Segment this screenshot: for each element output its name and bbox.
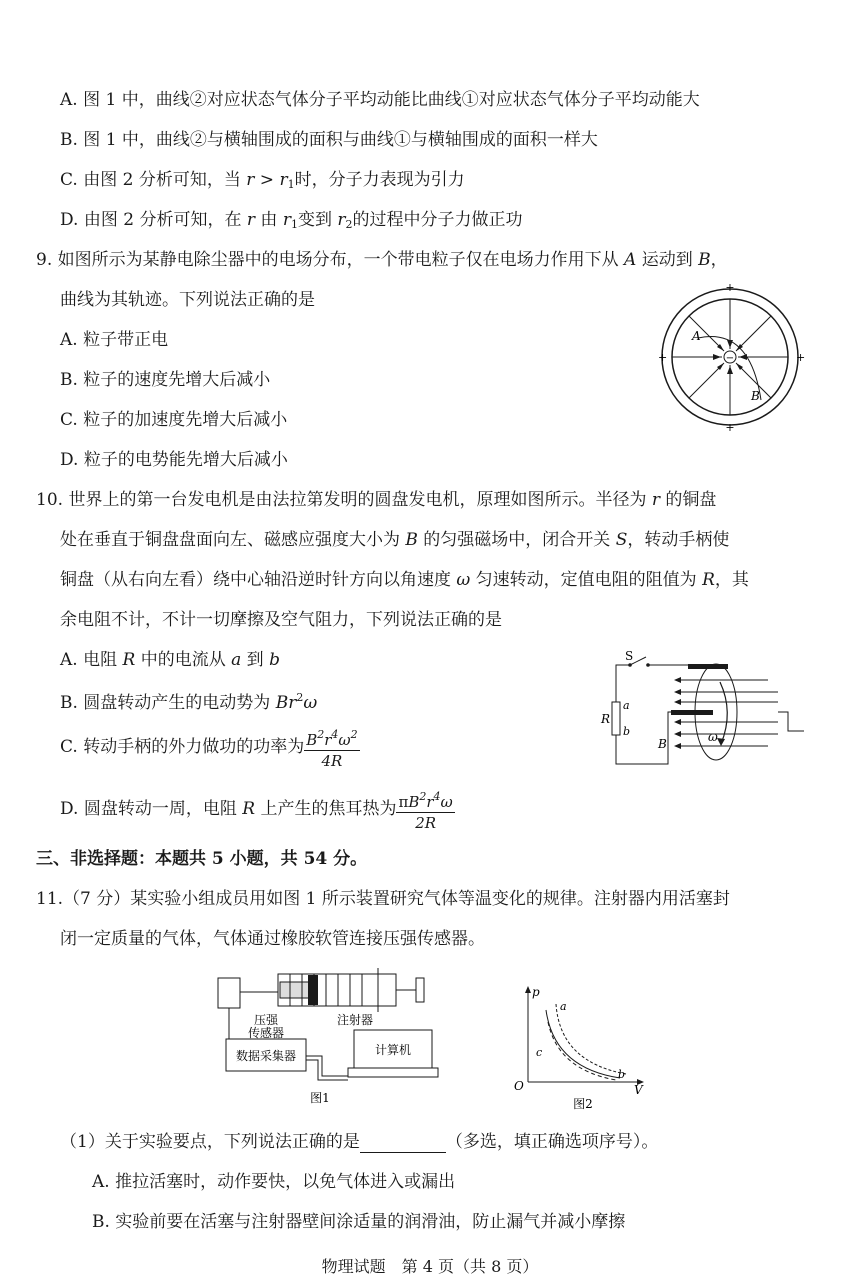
axle (671, 710, 713, 715)
curve-b (556, 1004, 626, 1074)
plus-bottom: + (725, 421, 735, 432)
q10-stem-2a: 处在垂直于铜盘盘面向左、磁感应强度大小为 (60, 530, 406, 550)
q11-figure-2 (508, 982, 648, 1114)
q10-stem-2c: ，转动手柄使 (627, 530, 730, 550)
answer-blank[interactable] (360, 1134, 446, 1153)
q9-option-b: B. 粒子的速度先增大后减小 (60, 370, 271, 390)
q11-sub1-post: （多选，填正确选项序号）。 (445, 1132, 659, 1152)
sensor-box (218, 978, 240, 1008)
fig-a-label: a (623, 699, 630, 712)
q10-stem-3a: 铜盘（从右向左看）绕中心轴沿逆时针方向以角速度 (60, 570, 457, 590)
fig-label-a: A (692, 329, 701, 343)
q10-disk-generator-figure (568, 640, 808, 770)
fig2-b-label: b (618, 1068, 626, 1081)
fig-label-b: B (751, 389, 760, 403)
fig1-computer-label: 计算机 (374, 1043, 412, 1057)
q10-opt-a-mid2: 到 (241, 650, 270, 670)
q11-figure-1 (210, 960, 450, 1110)
fig1-syringe-label: 注射器 (336, 1013, 374, 1027)
fig2-origin-label: O (514, 1079, 524, 1093)
fig1-daq-label: 数据采集器 (235, 1049, 297, 1063)
fig2-c-label: c (536, 1046, 543, 1059)
q8-option-d-mid2: 变到 (297, 210, 338, 230)
q10-option-c (60, 723, 360, 771)
q10-stem-line1: 10. 世界上的第一台发电机是由法拉第发明的圆盘发电机，原理如图所示。半径为 r 的铜盘 (36, 490, 717, 510)
q9-point-b: B (698, 250, 711, 270)
q8-option-d-mid1: 由 (255, 210, 283, 230)
q10-option-d: D. 圆盘转动一周，电阻 R 上产生的焦耳热为 $\frac{\pi B^2r^4\omega}{2R}$ (60, 785, 455, 833)
q9-option-a: A. 粒子带正电 (60, 330, 169, 350)
q9-point-a: A (624, 250, 637, 270)
q9-stem-line1 (36, 249, 728, 271)
q10-stem-3c: ，其 (714, 570, 749, 590)
fig1-caption: 图1 (310, 1091, 330, 1105)
center-minus-label: − (725, 353, 735, 364)
q11-sub1-pre: （1）关于实验要点，下列说法正确的是 (60, 1132, 360, 1152)
q10-opt-c-pre: C. 转动手柄的外力做功的功率为 (60, 737, 305, 757)
q10-opt-d-pre: D. 圆盘转动一周，电阻 (60, 799, 243, 819)
piston (308, 975, 318, 1005)
q10-opt-d-mid: 上产生的焦耳热为 (255, 799, 397, 819)
q11-stem-line1: 11.（7 分）某实验小组成员用如图 1 所示装置研究气体等温变化的规律。注射器内用活塞封 (36, 889, 730, 909)
q10-stem-line3: 铜盘（从右向左看）绕中心轴沿逆时针方向以角速度 ω 匀速转动，定值电阻的阻值为 R，其 (60, 570, 749, 590)
fig2-v-label: V (634, 1083, 643, 1097)
q9-stem-mid: 运动到 (636, 250, 699, 270)
fig-B-label: B (658, 737, 667, 751)
plus-top: + (725, 282, 735, 294)
q10-opt-a-mid: 中的电流从 (135, 650, 232, 670)
plus-right: + (796, 351, 805, 364)
q10-stem-2b: 的匀强磁场中，闭合开关 (417, 530, 616, 550)
fig1-sensor-label: 压强 (253, 1013, 279, 1027)
q10-stem-1a: 10. 世界上的第一台发电机是由法拉第发明的圆盘发电机，原理如图所示。半径为 (36, 490, 652, 510)
page-footer: 物理试题 第 4 页（共 8 页） (321, 1257, 539, 1276)
plus-left: + (658, 351, 668, 364)
q8-option-c-text: C. 由图 2 分析可知，当 (60, 170, 247, 190)
section-3-title: 三、非选择题：本题共 5 小题，共 54 分。 (36, 849, 368, 869)
fig-resistor-label: R (601, 712, 611, 726)
q11-option-a: A. 推拉活塞时，动作要快，以免气体进入或漏出 (92, 1172, 456, 1192)
q8-option-d-end: 的过程中分子力做正功 (352, 210, 523, 230)
q10-option-a: A. 电阻 R 中的电流从 a 到 b (60, 650, 280, 670)
brush-top (688, 664, 728, 669)
q10-stem-line4: 余电阻不计，不计一切摩擦及空气阻力，下列说法正确的是 (60, 610, 502, 630)
fig1-sensor-label2: 传感器 (247, 1026, 285, 1040)
q10-opt-b-pre: B. 圆盘转动产生的电动势为 (60, 693, 276, 713)
q9-stem-line2: 曲线为其轨迹。下列说法正确的是 (60, 290, 315, 310)
q10-opt-d-fraction: $\frac{\pi B^2r^4\omega}{2R}$ (396, 787, 454, 833)
curve-c (548, 1022, 616, 1080)
q11-sub1 (60, 1131, 658, 1153)
q10-stem-3b: 匀速转动，定值电阻的阻值为 (470, 570, 703, 590)
q8-option-c: C. 由图 2 分析可知，当 $r > r_1$时，分子力表现为引力 (60, 170, 465, 191)
q8-option-c-text-end: 时，分子力表现为引力 (294, 170, 465, 190)
q9-stem-end: ， (710, 250, 728, 270)
q11-stem-line2: 闭一定质量的气体，气体通过橡胶软管连接压强传感器。 (60, 929, 485, 949)
q8-option-b: B. 图 1 中，曲线②与横轴围成的面积与曲线①与横轴围成的面积一样大 (60, 130, 598, 150)
fig2-caption: 图2 (573, 1097, 593, 1111)
q8-option-d: D. 由图 2 分析可知，在 r 由 $r_1$变到 $r_2$的过程中分子力做正功 (60, 210, 523, 231)
q10-stem-line2: 处在垂直于铜盘盘面向左、磁感应强度大小为 B 的匀强磁场中，闭合开关 S，转动手柄使 (60, 530, 730, 550)
q10-opt-a-pre: A. 电阻 (60, 650, 123, 670)
fig-switch-label: S (625, 649, 634, 663)
q10-opt-c-fraction: $\frac{B^2r^4\omega^2}{4R}$ (304, 725, 359, 771)
q10-stem-1b: 的铜盘 (659, 490, 717, 510)
rotation-arrow (720, 682, 727, 744)
q9-field-figure (655, 282, 805, 432)
q8-option-d-text: D. 由图 2 分析可知，在 (60, 210, 247, 230)
q10-option-b: B. 圆盘转动产生的电动势为 Br$^2$ω (60, 691, 318, 713)
q11-option-b: B. 实验前要在活塞与注射器壁间涂适量的润滑油，防止漏气并减小摩擦 (92, 1212, 626, 1232)
q9-stem-text: 9. 如图所示为某静电除尘器中的电场分布，一个带电粒子仅在电场力作用下从 (36, 250, 625, 270)
fig-omega-label: ω (708, 730, 718, 744)
q8-option-a: A. 图 1 中，曲线②对应状态气体分子平均动能比曲线①对应状态气体分子平均动能大 (60, 90, 700, 110)
curve-a (546, 1010, 620, 1078)
q9-option-c: C. 粒子的加速度先增大后减小 (60, 410, 288, 430)
fig-b-label: b (623, 725, 631, 738)
fig2-p-label: p (532, 985, 540, 999)
q9-option-d: D. 粒子的电势能先增大后减小 (60, 450, 288, 470)
fig2-a-label: a (560, 1000, 567, 1013)
